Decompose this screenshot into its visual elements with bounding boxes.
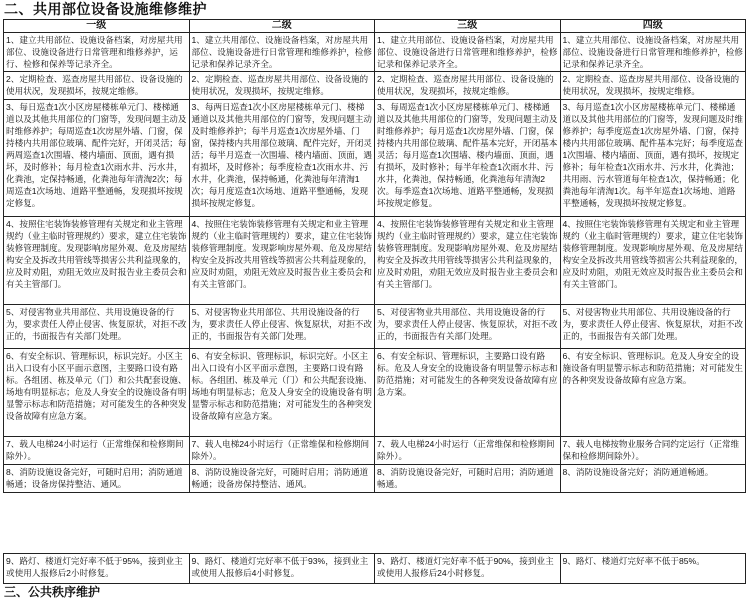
table-cell: 9、路灯、楼道灯完好率不低于95%，接到业主或使用人报修后2小时修复。 — [4, 554, 190, 584]
table-row — [4, 305, 746, 349]
table-cell: 5、对侵害物业共用部位、共用设施设备的行为，要求责任人停止侵害、恢复原状，对拒不改正的，书面报告有关部门处理。 — [4, 305, 190, 349]
table-row — [4, 554, 746, 584]
table-cell: 7、载人电梯按物业服务合同约定运行（正常维保和检修期间除外）。 — [560, 437, 746, 465]
table-cell: 1、建立共用部位、设施设备档案，对房屋共用部位、设施设备进行日常管理和维修养护，检修记录和保养记录齐全。 — [375, 33, 561, 72]
table-cell: 6、有安全标识、管理标识，主要路口设有路标。危及人身安全的设施设备有明显警示标志和防范措施；对可能发生的各种突发设备故障有应急方案。 — [375, 349, 561, 437]
table-cell: 1、建立共用部位、设施设备档案，对房屋共用部位、设施设备进行日常管理和维修养护，检修记录和保养记录齐全。 — [560, 33, 746, 72]
table-cell: 7、载人电梯24小时运行（正常维保和检修期间除外）。 — [189, 437, 375, 465]
table-cell: 3、每月巡查1次小区房屋楼栋单元门、楼梯通道以及其他共用部位的门窗等，发现问题及时维修养护；每季度巡查1次房屋外墙、门窗，保持楼内共用部位玻璃、配件基本完好；每季度巡查1次围墙、楼内墙面、顶面，遇有损坏，按规定修补；每年检查1次雨水井、污水井，化粪池；共用雨、污水管道每年检查1次，保持畅通；化粪池每年清淘1次。每半年巡查1次场地、道路平整通畅，发现损坏按规定修复。 — [560, 100, 746, 217]
table-cell: 4、按照住宅装饰装修管理有关规定和业主管理规约（业主临时管理规约）要求，建立住宅装饰装修管理制度。发现影响房屋外观、危及房屋结构安全及拆改共用管线等损害公共利益现象的，应及时劝阻，劝阻无效应及时报告业主委员会和有关主管部门。 — [4, 217, 190, 305]
table-cell: 8、消防设施设备完好；消防通道畅通。 — [560, 465, 746, 493]
section-title: 二、共用部位设备设施维修维护 — [4, 1, 207, 17]
level-header: 二级 — [189, 20, 375, 33]
table-cell: 2、定期检查、巡查房屋共用部位、设备设施的使用状况，发现损坏，按规定维修。 — [560, 72, 746, 100]
table-cell: 2、定期检查、巡查房屋共用部位、设备设施的使用状况，发现损坏，按规定维修。 — [189, 72, 375, 100]
table-cell: 6、有安全标识、管理标识。危及人身安全的设施设备有明显警示标志和防范措施；对可能发生的各种突发设备故障有应急方案。 — [560, 349, 746, 437]
table-cell: 5、对侵害物业共用部位、共用设施设备的行为，要求责任人停止侵害、恢复原状，对拒不改正的，书面报告有关部门处理。 — [560, 305, 746, 349]
table-cell: 6、有安全标识、管理标识，标识完好。小区主出入口设有小区平面示意图，主要路口设有路标。各组团、栋及单元（门）和公共配套设施、场地有明显标志；危及人身安全的设施设备有明显警示标志和防范措施；对可能发生的各种突发设备故障有应急方案。 — [4, 349, 190, 437]
table-header-row — [4, 20, 746, 33]
table-cell: 9、路灯、楼道灯完好率不低于90%，接到业主或使用人报修后24小时修复。 — [375, 554, 561, 584]
level-header: 三级 — [375, 20, 561, 33]
table-cell: 4、按照住宅装饰装修管理有关规定和业主管理规约（业主临时管理规约）要求，建立住宅装饰装修管理制度。发现影响房屋外观、危及房屋结构安全及拆改共用管线等损害公共利益现象的，应及时劝阻，劝阻无效应及时报告业主委员会和有关主管部门。 — [189, 217, 375, 305]
table-cell: 9、路灯、楼道灯完好率不低于85%。 — [560, 554, 746, 584]
table-cell: 3、每两日巡查1次小区房屋楼栋单元门、楼梯通道以及其他共用部位的门窗等，发现问题主动及时维修养护；每半月巡查1次房屋外墙、门窗，保持楼内共用部位玻璃、配件完好，开闭灵活；每半月巡查一次围墙、楼内墙面、顶面，遇有损坏，及时修补；每季度检查1次雨水井、污水井，化粪池，保持畅通，化粪池每年清淘1次；每月度巡查1次场地、道路平整通畅，发现损坏按规定修复。 — [189, 100, 375, 217]
service-level-table-continued — [3, 553, 746, 584]
table-cell: 7、载人电梯24小时运行（正常维保和检修期间除外）。 — [4, 437, 190, 465]
table-row — [4, 72, 746, 100]
table-cell: 6、有安全标识、管理标识，标识完好。小区主出入口设有小区平面示意图，主要路口设有路标。各组团、栋及单元（门）和公共配套设施、场地有明显标志；危及人身安全的设施设备有明显警示标志和防范措施；对可能发生的各种突发设备故障有应急方案。 — [189, 349, 375, 437]
table-cell: 5、对侵害物业共用部位、共用设施设备的行为，要求责任人停止侵害、恢复原状，对拒不改正的，书面报告有关部门处理。 — [375, 305, 561, 349]
service-level-table — [3, 19, 746, 493]
table-cell: 9、路灯、楼道灯完好率不低于93%，接到业主或使用人报修后4小时修复。 — [189, 554, 375, 584]
table-row — [4, 437, 746, 465]
next-section-title: 三、公共秩序维护 — [4, 585, 101, 599]
table-cell: 2、定期检查、巡查房屋共用部位、设备设施的使用状况，发现损坏，按规定维修。 — [4, 72, 190, 100]
table-cell: 8、消防设施设备完好，可随时启用；消防通道畅通；设备房保持整洁、通风。 — [189, 465, 375, 493]
table-cell: 8、消防设施设备完好，可随时启用；消防通道畅通；设备房保持整洁、通风。 — [4, 465, 190, 493]
level-header: 一级 — [4, 20, 190, 33]
table-row — [4, 217, 746, 305]
table-row — [4, 100, 746, 217]
table-cell: 7、载人电梯24小时运行（正常维保和检修期间除外）。 — [375, 437, 561, 465]
table-row — [4, 349, 746, 437]
table-cell: 3、每日巡查1次小区房屋楼栋单元门、楼梯通道以及其他共用部位的门窗等，发现问题主动及时维修养护；每周巡查1次房屋外墙、门窗，保持楼内共用部位玻璃、配件完好，开闭灵活；每两周巡查1次围墙、楼内墙面、顶面，遇有损坏，及时修补；每月检查1次雨水井、污水井，化粪池，定保持畅通，化粪池每年清淘2次；每周巡查1次场地、道路平整通畅，发现损坏按规定修复。 — [4, 100, 190, 217]
table-cell: 4、按照住宅装饰装修管理有关规定和业主管理规约（业主临时管理规约）要求，建立住宅装饰装修管理制度。发现影响房屋外观、危及房屋结构安全及拆改共用管线等损害公共利益现象的，应及时劝阻，劝阻无效应及时报告业主委员会和有关主管部门。 — [375, 217, 561, 305]
table-cell: 4、按照住宅装饰装修管理有关规定和业主管理规约（业主临时管理规约）要求，建立住宅装饰装修管理制度。发现影响房屋外观、危及房屋结构安全及拆改共用管线等损害公共利益现象的，应及时劝阻，劝阻无效应及时报告业主委员会和有关主管部门。 — [560, 217, 746, 305]
table-cell: 5、对侵害物业共用部位、共用设施设备的行为，要求责任人停止侵害、恢复原状，对拒不改正的，书面报告有关部门处理。 — [189, 305, 375, 349]
table-cell: 1、建立共用部位、设施设备档案，对房屋共用部位、设施设备进行日常管理和维修养护，检修记录和保养记录齐全。 — [189, 33, 375, 72]
table-cell: 3、每周巡查1次小区房屋楼栋单元门、楼梯通道以及其他共用部位的门窗等，发现问题主动及时维修养护；每月巡查1次房屋外墙、门窗，保持楼内共用部位玻璃、配件基本完好，开闭基本灵活；每月巡查1次围墙、楼内墙面、顶面，遇有损坏，及时修补；每半年检查1次雨水井、污水井，化粪池，保持畅通，化粪池每年清淘2次。每季巡查1次场地、道路平整通畅，发现损坏按规定修复。 — [375, 100, 561, 217]
level-header: 四级 — [560, 20, 746, 33]
table-cell: 8、消防设施设备完好，可随时启用；消防通道畅通。 — [375, 465, 561, 493]
table-row — [4, 465, 746, 493]
table-row — [4, 33, 746, 72]
table-cell: 2、定期检查、巡查房屋共用部位、设备设施的使用状况，发现损坏，按规定维修。 — [375, 72, 561, 100]
page-break-gap — [0, 510, 750, 552]
table-cell: 1、建立共用部位、设施设备档案，对房屋共用部位、设施设备进行日常管理和维修养护，运行、检修和保养等记录齐全。 — [4, 33, 190, 72]
